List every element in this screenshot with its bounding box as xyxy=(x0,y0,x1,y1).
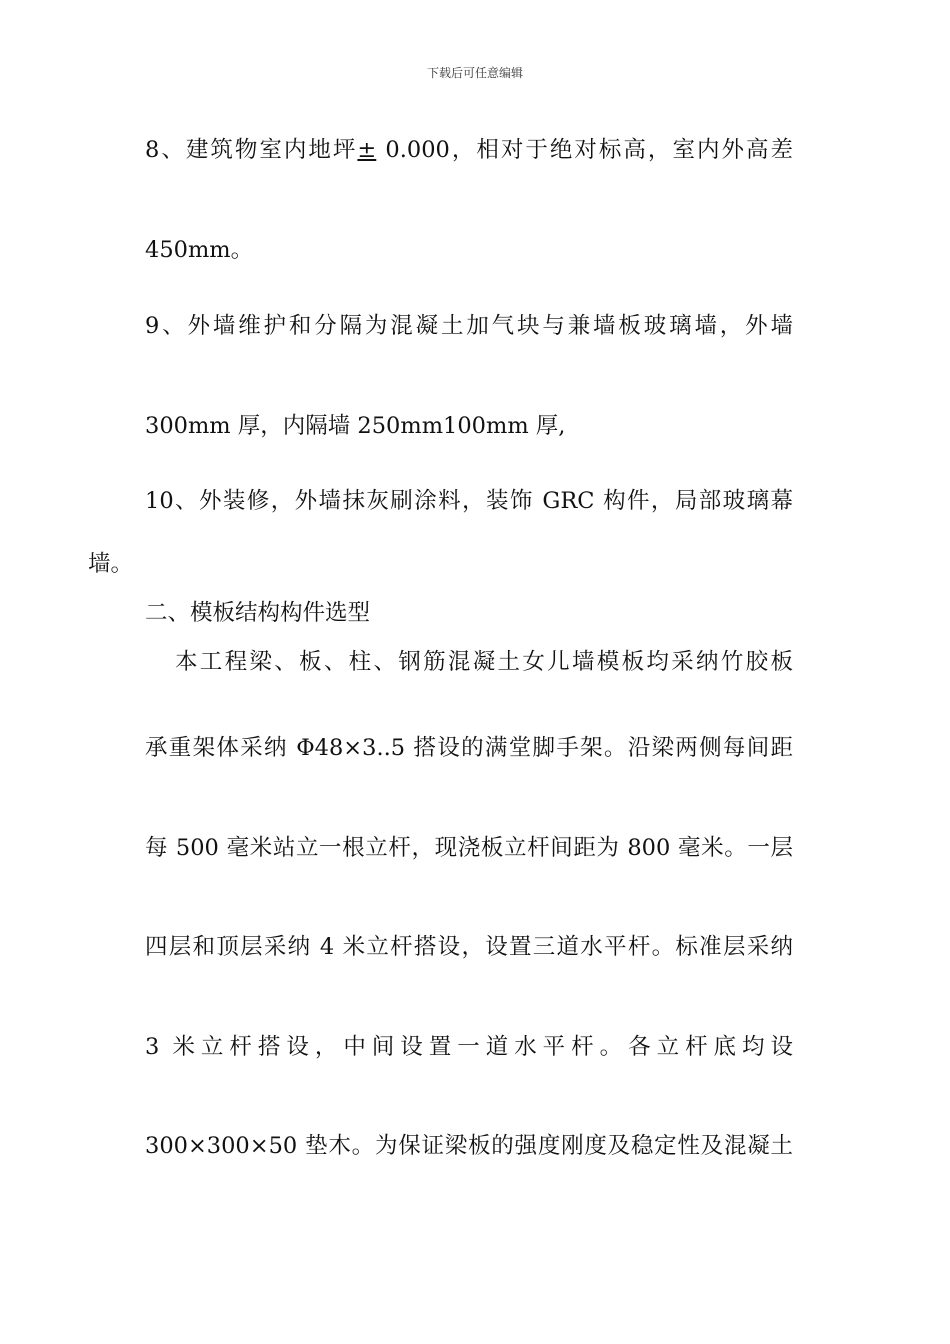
text-line-1-end: 0.000，相对于绝对标高，室内外高差 xyxy=(376,137,793,163)
text-line-4: 300mm 厚，内隔墙 250mm100mm 厚, xyxy=(145,413,566,439)
text-line-9: 承重架体采纳 Φ48×3..5 搭设的满堂脚手架。沿梁两侧每间距 xyxy=(145,735,793,761)
text-line-2: 450mm。 xyxy=(145,237,254,263)
plus-minus-symbol: ± xyxy=(357,137,377,163)
page-header: 下载后可任意编辑 xyxy=(426,66,523,80)
text-line-3: 9、外墙维护和分隔为混凝土加气块与兼墙板玻璃墙，外墙 xyxy=(145,313,793,339)
text-line-5: 10、外装修，外墙抹灰刷涂料，装饰 GRC 构件，局部玻璃幕 xyxy=(145,488,793,514)
section-heading: 二、模板结构构件选型 xyxy=(145,600,371,626)
text-line-12: 3 米立杆搭设，中间设置一道水平杆。各立杆底均设 xyxy=(145,1034,793,1060)
text-line-10: 每 500 毫米站立一根立杆，现浇板立杆间距为 800 毫米。一层 xyxy=(145,835,793,861)
text-line-6: 墙。 xyxy=(88,551,134,577)
text-line-1 xyxy=(145,135,793,165)
text-line-11: 四层和顶层采纳 4 米立杆搭设，设置三道水平杆。标准层采纳 xyxy=(145,934,793,960)
text-line-13: 300×300×50 垫木。为保证梁板的强度刚度及稳定性及混凝土 xyxy=(145,1133,793,1159)
text-line-1-start: 8、建筑物室内地坪 xyxy=(145,137,358,163)
text-line-8: 本工程梁、板、柱、钢筋混凝土女儿墙模板均采纳竹胶板 xyxy=(175,649,793,675)
